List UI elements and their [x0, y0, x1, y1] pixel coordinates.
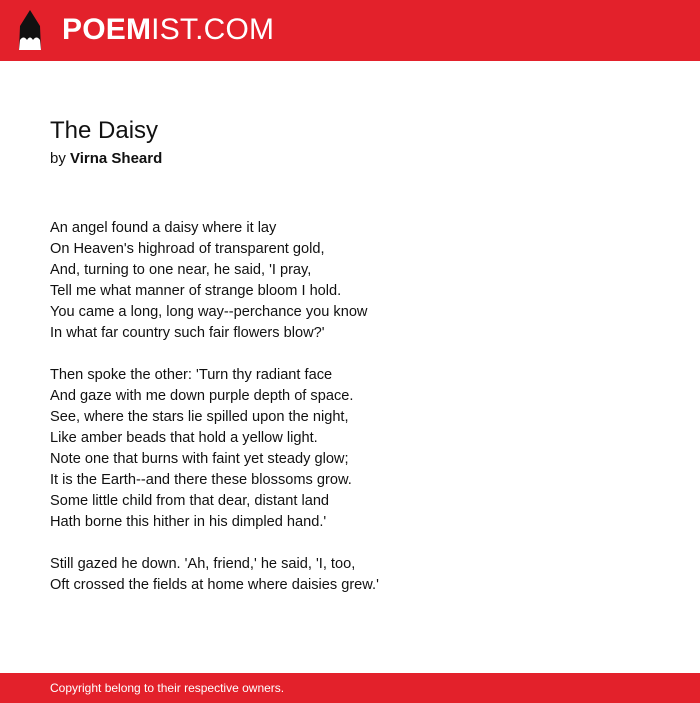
poem-line: Some little child from that dear, distant land [50, 493, 330, 509]
stanza [50, 365, 650, 533]
poem-line: Still gazed he down. 'Ah, friend,' he said, 'I, too, [50, 556, 356, 572]
poem-author: Virna Sheard [70, 150, 163, 167]
copyright-notice: Copyright belong to their respective owners. [50, 681, 285, 695]
poem-line: Tell me what manner of strange bloom I hold. [50, 283, 342, 299]
poem-line: And gaze with me down purple depth of space. [50, 388, 354, 404]
poem-line: You came a long, long way--perchance you know [50, 304, 368, 320]
poem-line: It is the Earth--and there these blossoms grow. [50, 472, 352, 488]
poem-line: Hath borne this hither in his dimpled hand.' [50, 514, 327, 530]
poem-body [50, 218, 650, 617]
pen-nib-icon[interactable] [18, 9, 42, 51]
site-footer [0, 673, 700, 703]
logo-text-bold: POEM [62, 13, 152, 46]
site-logo[interactable] [62, 12, 274, 48]
by-label: by [50, 150, 66, 167]
poem-line: An angel found a daisy where it lay [50, 220, 277, 236]
poem-line: On Heaven's highroad of transparent gold, [50, 241, 325, 257]
poem-line: In what far country such fair flowers blow?' [50, 325, 325, 341]
poem-byline [50, 149, 162, 169]
poem-line: See, where the stars lie spilled upon the night, [50, 409, 349, 425]
logo-text-light: IST.COM [151, 13, 275, 46]
poem-line: Then spoke the other: 'Turn thy radiant face [50, 367, 333, 383]
poem-title: The Daisy [50, 117, 159, 144]
poem-line: Note one that burns with faint yet steady glow; [50, 451, 349, 467]
stanza [50, 554, 650, 596]
poem-line: And, turning to one near, he said, 'I pray, [50, 262, 312, 278]
poem-line: Oft crossed the fields at home where daisies grew.' [50, 577, 379, 593]
stanza [50, 218, 650, 344]
poem-line: Like amber beads that hold a yellow light. [50, 430, 318, 446]
site-header [0, 0, 700, 61]
